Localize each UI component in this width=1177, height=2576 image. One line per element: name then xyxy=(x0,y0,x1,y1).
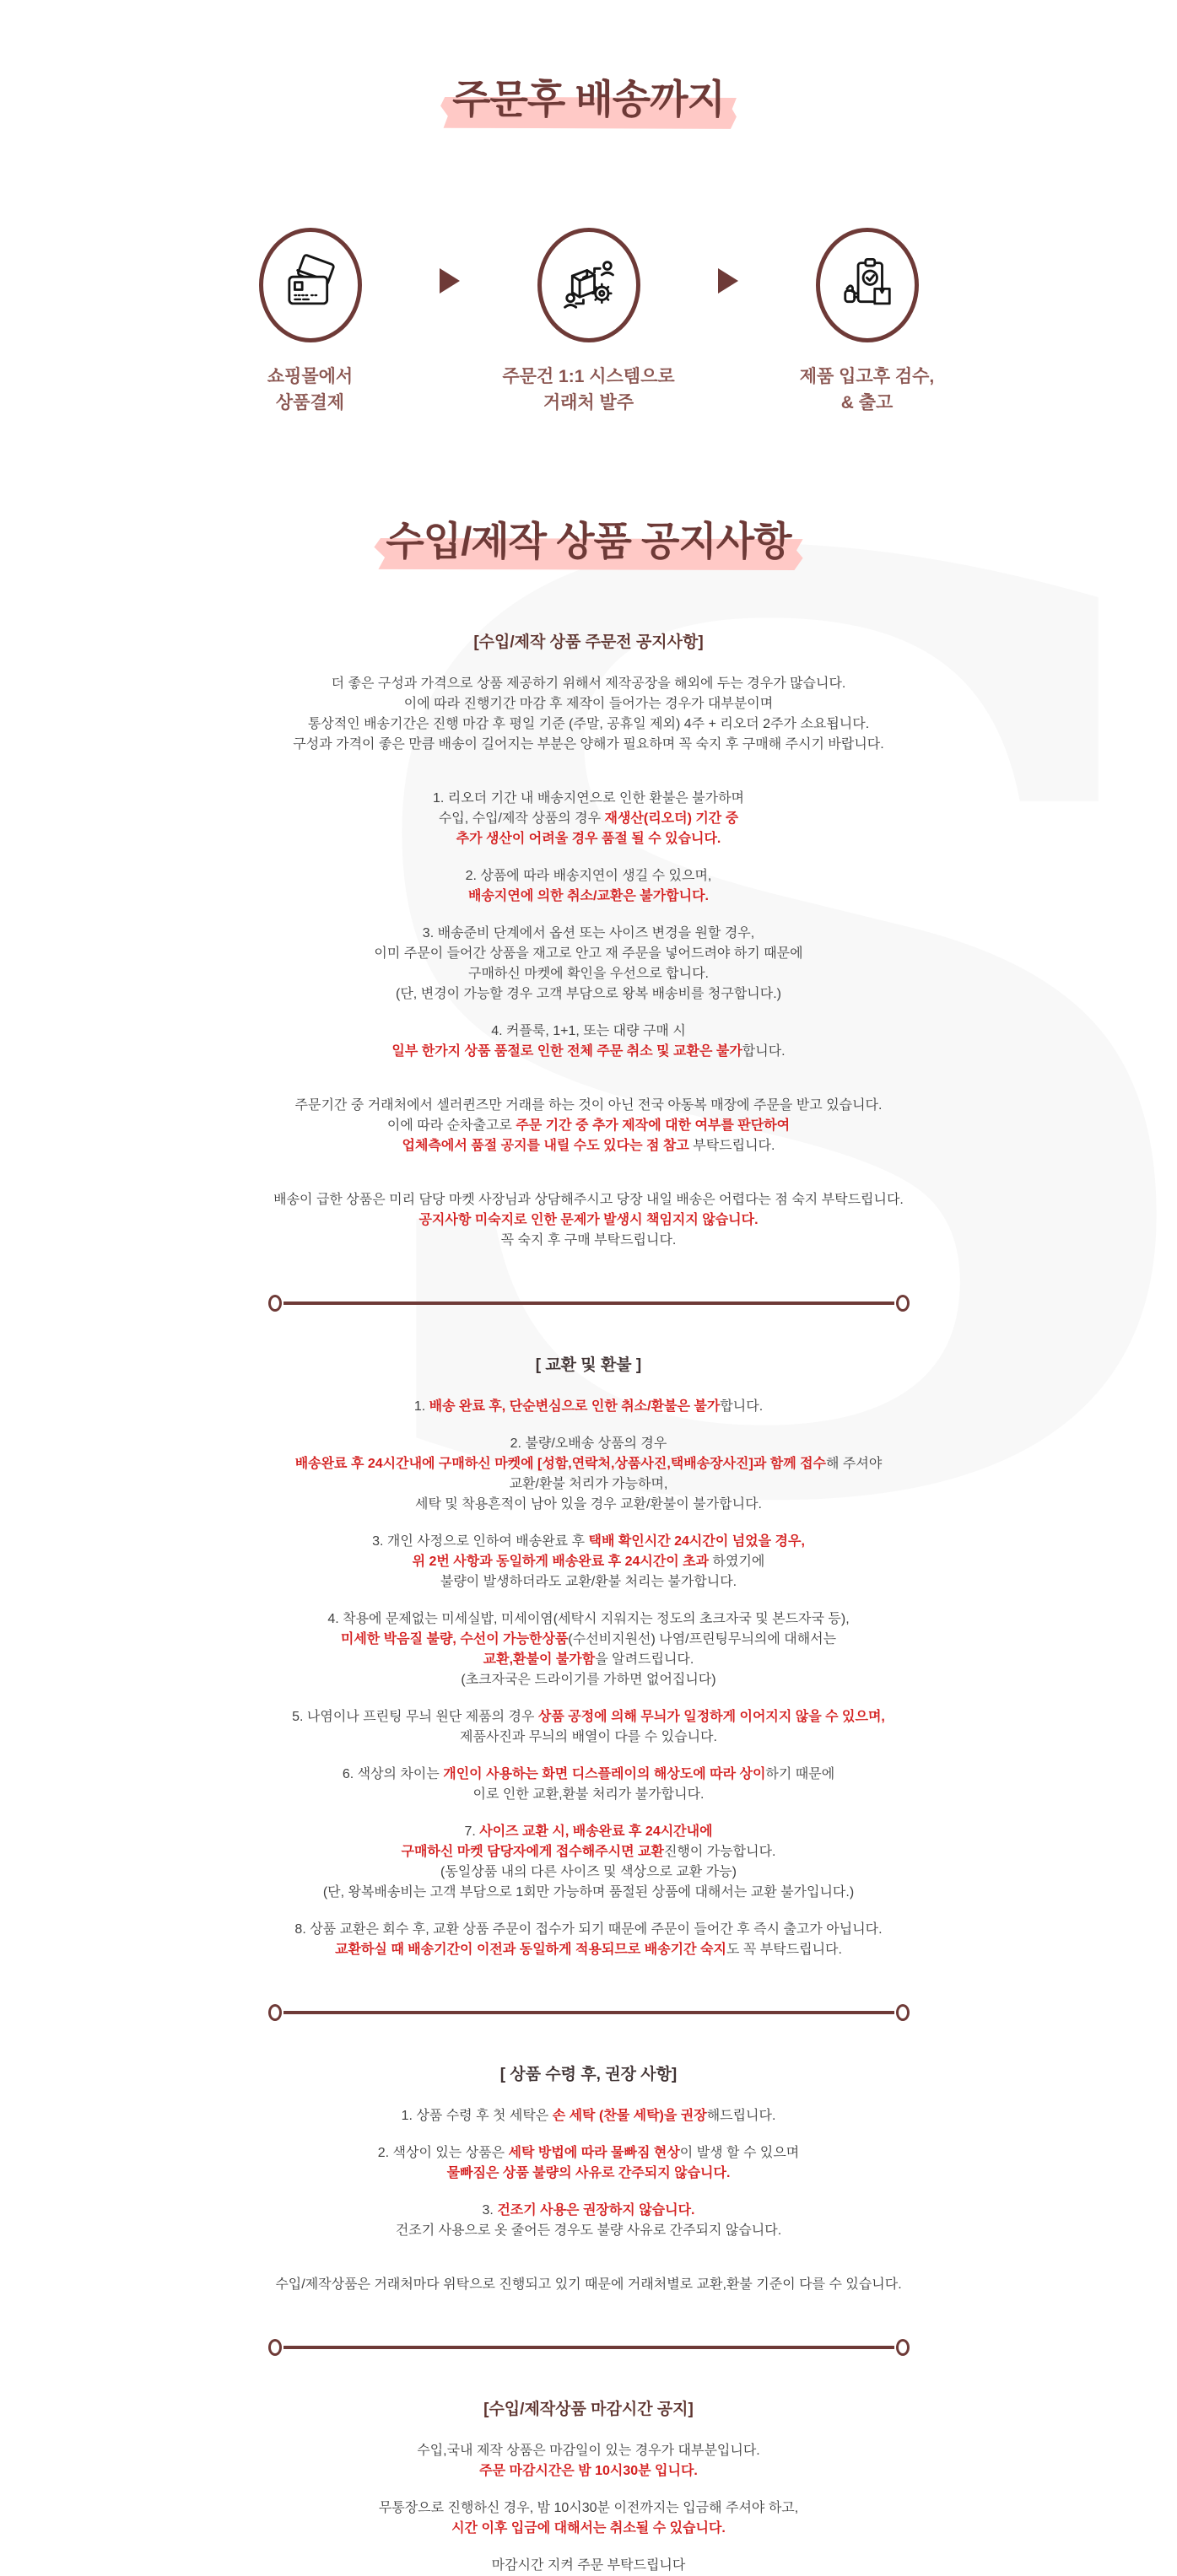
divider-end-circle xyxy=(268,1295,282,1312)
process-step-inspection xyxy=(770,228,964,416)
notice-block: 수입,국내 제작 상품은 마감일이 있는 경우가 대부분입니다. 주문 마감시간은 밤 10시30분 입니다. xyxy=(192,2441,985,2482)
exchange-section-header: [ 교환 및 환불 ] xyxy=(167,1352,1011,1375)
notice-block: 1. 상품 수령 후 첫 세탁은 손 세탁 (찬물 세탁)을 권장해드립니다. xyxy=(192,2106,985,2126)
divider-end-circle xyxy=(896,1295,910,1312)
notice-block: 더 좋은 구성과 가격으로 상품 제공하기 위해서 제작공장을 해외에 두는 경우가 많습니다. 이에 따라 진행기간 마감 후 제작이 들어가는 경우가 대부분이며 통상적인 배송기간은 진행 마감 후 평일 기준 (주말, 공휴일 제외) 4주 + 리오더 2주가 소요됩니다. 구성과 가격이 좋은 만큼 배송이 길어지는 부분은 양해가 필요하며 꼭 숙지 후 구매해 주시기 바랍니다. xyxy=(192,674,985,755)
step-caption: 주문건 1:1 시스템으로 거래처 발주 xyxy=(492,364,686,416)
page-content xyxy=(167,0,1011,2576)
section-divider xyxy=(268,1295,910,1312)
divider-line xyxy=(283,1301,894,1305)
step-circle xyxy=(259,228,362,342)
order-process-steps xyxy=(167,228,1011,416)
divider-end-circle xyxy=(268,2339,282,2356)
step-circle xyxy=(816,228,919,342)
page-title xyxy=(452,78,725,120)
notice-block: 8. 상품 교환은 회수 후, 교환 상품 주문이 접수가 되기 때문에 주문이 들어간 후 즉시 출고가 아닙니다. 교환하실 때 배송기간이 이전과 동일하게 적용되므로 배송기간 숙지도 꼭 부탁드립니다. xyxy=(192,1920,985,1960)
notice-block: 무통장으로 진행하신 경우, 밤 10시30분 이전까지는 입금해 주셔야 하고, 시간 이후 입금에 대해서는 취소될 수 있습니다. xyxy=(192,2498,985,2539)
notice-block: 2. 색상이 있는 상품은 세탁 방법에 따라 물빠짐 현상이 발생 할 수 있으며 물빠짐은 상품 불량의 사유로 간주되지 않습니다. xyxy=(192,2143,985,2184)
notice-block: 2. 불량/오배송 상품의 경우 배송완료 후 24시간내에 구매하신 마켓에 [성함,연락처,상품사진,택배송장사진]과 함께 접수해 주셔야 교환/환불 처리가 가능하며, 세탁 및 착용흔적이 남아 있을 경우 교환/환불이 불가합니다. xyxy=(192,1434,985,1515)
process-step-order-system xyxy=(492,228,686,416)
deadline-section-header: [수입/제작상품 마감시간 공지] xyxy=(167,2396,1011,2419)
order-system-icon xyxy=(559,256,618,315)
notice-block: 1. 리오더 기간 내 배송지연으로 인한 환불은 불가하며 수입, 수입/제작 상품의 경우 재생산(리오더) 기간 중 추가 생산이 어려울 경우 품절 될 수 있습니다. xyxy=(192,789,985,849)
notice-title xyxy=(386,520,791,562)
step-caption: 제품 입고후 검수, & 출고 xyxy=(770,364,964,416)
notice-block: 6. 색상의 차이는 개인이 사용하는 화면 디스플레이의 해상도에 따라 상이하기 때문에 이로 인한 교환,환불 처리가 불가합니다. xyxy=(192,1765,985,1805)
notice-block: 7. 사이즈 교환 시, 배송완료 후 24시간내에 구매하신 마켓 담당자에게 접수해주시면 교환진행이 가능합니다. (동일상품 내의 다른 사이즈 및 색상으로 교환 가능) (단, 왕복배송비는 고객 부담으로 1회만 가능하며 품절된 상품에 대해서는 교환 불가입니다.) xyxy=(192,1822,985,1903)
arrow-right-icon xyxy=(718,268,738,294)
notice-title-text: 수입/제작 상품 공지사항 xyxy=(386,519,791,563)
notice-block: 3. 배송준비 단계에서 옵션 또는 사이즈 변경을 원할 경우, 이미 주문이 들어간 상품을 재고로 안고 재 주문을 넣어드려야 하기 때문에 구매하신 마켓에 확인을 우선으로 합니다. (단, 변경이 가능할 경우 고객 부담으로 왕복 배송비를 청구합니다.) xyxy=(192,924,985,1005)
divider-line xyxy=(283,2011,894,2014)
divider-line xyxy=(283,2346,894,2349)
divider-end-circle xyxy=(896,2004,910,2021)
hero-section xyxy=(167,0,1011,147)
notice-block: 마감시간 지켜 주문 부탁드립니다 xyxy=(192,2556,985,2576)
notice-block: 수입/제작상품은 거래처마다 위탁으로 진행되고 있기 때문에 거래처별로 교환,환불 기준이 다를 수 있습니다. xyxy=(192,2275,985,2295)
arrow-right-icon xyxy=(440,268,460,294)
notice-block: 2. 상품에 따라 배송지연이 생길 수 있으며, 배송지연에 의한 취소/교환은 불가합니다. xyxy=(192,866,985,907)
preorder-section-header: [수입/제작 상품 주문전 공지사항] xyxy=(167,629,1011,652)
notice-block: 주문기간 중 거래처에서 셀러퀸즈만 거래를 하는 것이 아닌 전국 아동복 매장에 주문을 받고 있습니다. 이에 따라 순차출고로 주문 기간 중 추가 제작에 대한 여부를 판단하여 업체측에서 품절 공지를 내릴 수도 있다는 점 참고 부탁드립니다. xyxy=(192,1096,985,1156)
notice-block: 3. 개인 사정으로 인하여 배송완료 후 택배 확인시간 24시간이 넘었을 경우, 위 2번 사항과 동일하게 배송완료 후 24시간이 초과 하였기에 불량이 발생하더라도 교환/환불 처리는 불가합니다. xyxy=(192,1532,985,1592)
page-title-text: 주문후 배송까지 xyxy=(452,77,725,121)
process-step-payment xyxy=(213,228,408,416)
care-section-header: [ 상품 수령 후, 권장 사항] xyxy=(167,2061,1011,2084)
divider-end-circle xyxy=(268,2004,282,2021)
section-divider xyxy=(268,2004,910,2021)
notice-block: 배송이 급한 상품은 미리 담당 마켓 사장님과 상담해주시고 당장 내일 배송은 어렵다는 점 숙지 부탁드립니다. 공지사항 미숙지로 인한 문제가 발생시 책임지지 않습니다. 꼭 숙지 후 구매 부탁드립니다. xyxy=(192,1190,985,1251)
notice-block: 5. 나염이나 프린팅 무늬 원단 제품의 경우 상품 공정에 의해 무늬가 일정하게 이어지지 않을 수 있으며, 제품사진과 무늬의 배열이 다를 수 있습니다. xyxy=(192,1707,985,1748)
divider-end-circle xyxy=(896,2339,910,2356)
notice-block: 3. 건조기 사용은 권장하지 않습니다. 건조기 사용으로 옷 줄어든 경우도 불량 사유로 간주되지 않습니다. xyxy=(192,2201,985,2241)
step-caption: 쇼핑몰에서 상품결제 xyxy=(213,364,408,416)
shipping-notice-page xyxy=(167,0,1011,2446)
section-divider xyxy=(268,2339,910,2356)
credit-card-icon xyxy=(281,256,340,315)
notice-block: 4. 커플룩, 1+1, 또는 대량 구매 시 일부 한가지 상품 품절로 인한 전체 주문 취소 및 교환은 불가합니다. xyxy=(192,1021,985,1062)
notice-block: 1. 배송 완료 후, 단순변심으로 인한 취소/환불은 불가합니다. xyxy=(192,1397,985,1417)
notice-block: 4. 착용에 문제없는 미세실밥, 미세이염(세탁시 지워지는 정도의 초크자국 및 본드자국 등), 미세한 박음질 불량, 수선이 가능한상품(수선비지원선) 나염/프린팅무늬의에 대해서는 교환,환불이 불가함을 알려드립니다. (초크자국은 드라이기를 가하면 없어집니다) xyxy=(192,1609,985,1690)
step-circle xyxy=(537,228,640,342)
inspection-shipping-icon xyxy=(838,256,897,315)
notice-title-section xyxy=(167,493,1011,588)
